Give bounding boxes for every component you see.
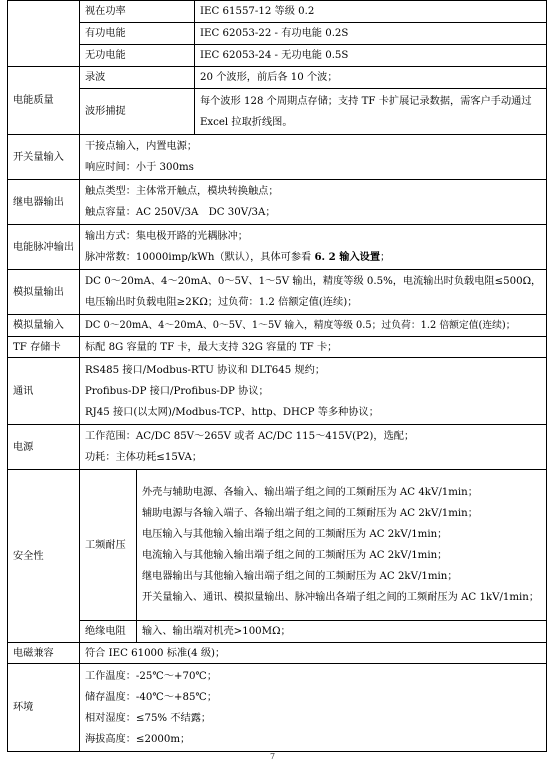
row-communication [8, 358, 547, 425]
communication-value [80, 358, 547, 425]
emc-value: 符合 IEC 61000 标准(4 级)； [80, 643, 547, 664]
digital-input-value [80, 135, 547, 180]
row-digital-input [8, 135, 547, 180]
power-supply-line-2: 功耗：主体功耗≤15VA； [85, 452, 203, 463]
power-quality-category: 电能质量 [8, 67, 80, 135]
environment-line-1: 工作温度：-25℃～+70℃； [85, 670, 218, 682]
tf-card-category: TF 存储卡 [8, 337, 80, 358]
communication-line-2: Profibus-DP 接口/Profibus-DP 协议； [85, 385, 269, 397]
apparent-power-value: IEC 61557-12 等级 0.2 [195, 1, 547, 23]
row-reactive-energy [8, 45, 547, 67]
row-relay-output [8, 180, 547, 225]
environment-category: 环境 [8, 664, 80, 752]
waveform-capture-value: 每个波形 128 个周期点存储；支持 TF 卡扩展记录数据，需客户手动通过 Excel 拉取折线图。 [195, 89, 547, 135]
relay-output-line-2: 触点容量：AC 250V/3A DC 30V/3A； [85, 207, 276, 218]
environment-line-3: 相对湿度：≤75% 不结露； [85, 712, 212, 724]
row-tf-card [8, 337, 547, 358]
spec-table [7, 0, 547, 752]
spec-page [7, 0, 546, 752]
pulse-output-line-2 [85, 247, 542, 268]
power-supply-line-1: 工作范围：AC/DC 85V～265V 或者 AC/DC 115～415V(P2)，选配； [85, 431, 415, 442]
empty-category-cell [8, 1, 80, 67]
pulse-output-category: 电能脉冲输出 [8, 225, 80, 270]
withstand-line-6: 开关量输入、通讯、模拟量输出、脉冲输出各端子组之间的工频耐压为 AC 1kV/1min； [142, 592, 540, 603]
active-energy-value: IEC 62053-22 - 有功电能 0.2S [195, 23, 547, 45]
analog-input-category: 模拟量输入 [8, 315, 80, 337]
row-analog-output [8, 270, 547, 315]
tf-card-value: 标配 8G 容量的 TF 卡，最大支持 32G 容量的 TF 卡； [80, 337, 547, 358]
digital-input-line-2: 响应时间：小于 300ms [85, 162, 194, 173]
withstand-voltage-label: 工频耐压 [80, 470, 137, 621]
environment-line-4: 海拔高度：≤2000m； [85, 733, 191, 745]
relay-output-category: 继电器输出 [8, 180, 80, 225]
environment-value [80, 664, 547, 752]
active-energy-label: 有功电能 [80, 23, 195, 45]
pulse-constant-end: ； [380, 252, 391, 263]
digital-input-category: 开关量输入 [8, 135, 80, 180]
row-pulse-output [8, 225, 547, 270]
reactive-energy-label: 无功电能 [80, 45, 195, 67]
pulse-constant-text: 脉冲常数：10000imp/kWh（默认），具体可参看 [85, 252, 315, 263]
environment-line-2: 储存温度：-40℃～+85℃； [85, 691, 218, 703]
page-number: 7 [270, 752, 276, 761]
digital-input-line-1: 干接点输入，内置电源； [85, 141, 198, 152]
analog-output-value: DC 0～20mA、4～20mA、0～5V、1～5V 输出，精度等级 0.5%，电流输出时负载电阻≤500Ω，电压输出时负载电阻≥2KΩ；过负荷：1.2 倍额定值(连续)； [80, 270, 547, 315]
row-analog-input [8, 315, 547, 337]
insulation-resistance-label: 绝缘电阻 [80, 621, 137, 643]
row-apparent-power [8, 1, 547, 23]
analog-input-value: DC 0～20mA、4～20mA、0～5V、1～5V 输入，精度等级 0.5；过负荷：1.2 倍额定值(连续)； [80, 315, 547, 337]
waveform-capture-label: 波形捕捉 [80, 89, 195, 135]
row-environment [8, 664, 547, 752]
recording-value: 20 个波形，前后各 10 个波； [195, 67, 547, 89]
row-withstand-voltage [8, 470, 547, 621]
pulse-output-line-1: 输出方式：集电极开路的光耦脉冲； [85, 231, 248, 242]
analog-output-category: 模拟量输出 [8, 270, 80, 315]
withstand-line-4: 电流输入与其他输入输出端子组之间的工频耐压为 AC 2kV/1min； [142, 550, 448, 561]
communication-category: 通讯 [8, 358, 80, 425]
communication-line-1: RS485 接口/Modbus-RTU 协议和 DLT645 规约； [85, 364, 326, 376]
reactive-energy-value: IEC 62053-24 - 无功电能 0.5S [195, 45, 547, 67]
withstand-line-3: 电压输入与其他输入输出端子组之间的工频耐压为 AC 2kV/1min； [142, 529, 448, 540]
withstand-line-5: 继电器输出与其他输入输出端子组之间的工频耐压为 AC 2kV/1min； [142, 571, 458, 582]
relay-output-value [80, 180, 547, 225]
withstand-line-2: 辅助电源与各输入端子、各输出端子组之间的工频耐压为 AC 2kV/1min； [142, 508, 478, 519]
power-supply-category: 电源 [8, 425, 80, 470]
apparent-power-label: 视在功率 [80, 1, 195, 23]
emc-category: 电磁兼容 [8, 643, 80, 664]
row-power-supply [8, 425, 547, 470]
row-insulation-resistance [8, 621, 547, 643]
withstand-line-1: 外壳与辅助电源、各输入、输出端子组之间的工频耐压为 AC 4kV/1min； [142, 487, 478, 498]
withstand-voltage-value [137, 470, 547, 621]
safety-category: 安全性 [8, 470, 80, 643]
insulation-resistance-value: 输入、输出端对机壳>100MΩ； [137, 621, 547, 643]
pulse-output-value [80, 225, 547, 270]
row-emc [8, 643, 547, 664]
recording-label: 录波 [80, 67, 195, 89]
row-recording [8, 67, 547, 89]
pulse-reference-link[interactable]: 6. 2 输入设置 [314, 251, 381, 263]
communication-line-3: RJ45 接口(以太网)/Modbus-TCP、http、DHCP 等多种协议； [85, 406, 379, 418]
power-supply-value [80, 425, 547, 470]
relay-output-line-1: 触点类型：主体常开触点，模块转换触点； [85, 186, 279, 197]
row-waveform-capture [8, 89, 547, 135]
row-active-energy [8, 23, 547, 45]
